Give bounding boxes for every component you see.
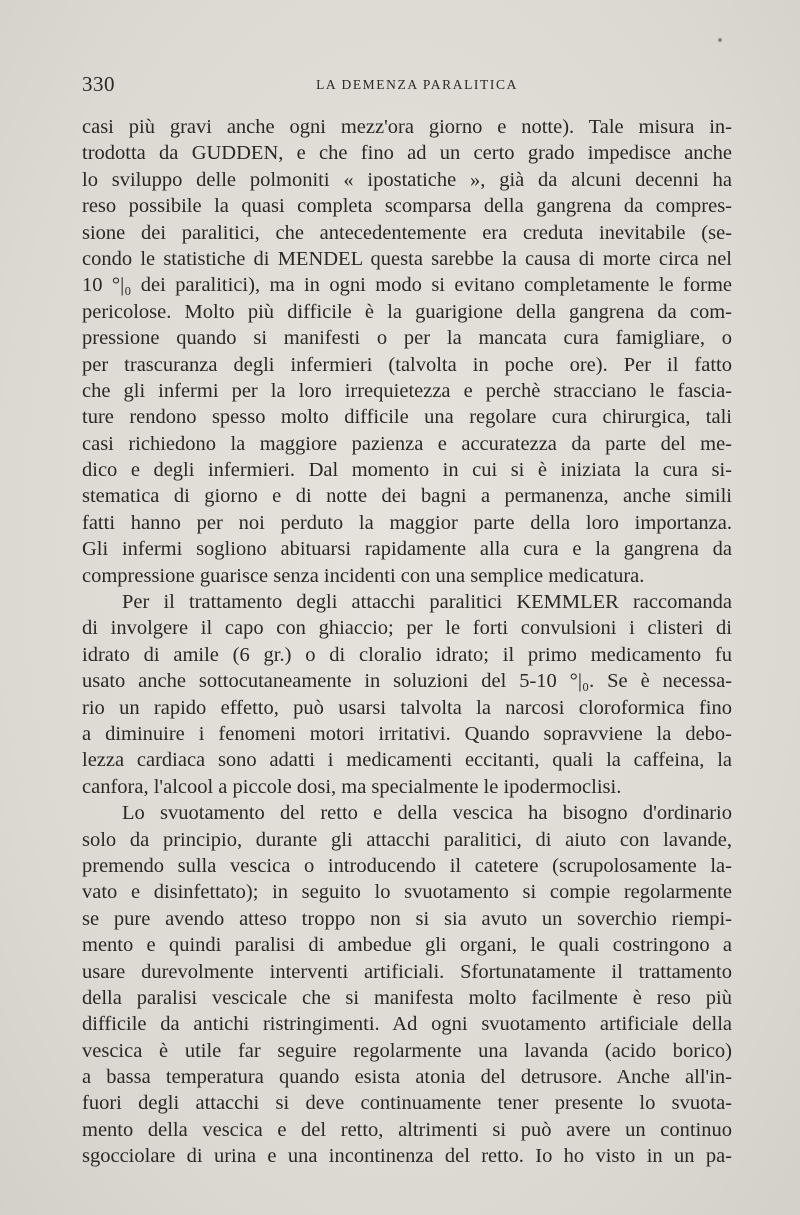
text-line: condo le statistiche di MENDEL questa sarebbe la causa di morte circa nel (82, 247, 732, 270)
text-line: che gli infermi per la loro irrequietezza e perchè stracciano le fascia- (82, 379, 732, 402)
text-line: usato anche sottocutaneamente in soluzioni del 5-10 °|₀. Se è necessa- (82, 670, 732, 693)
text-line: sgocciolare di urina e una incontinenza del retto. Io ho visto in un pa- (82, 1145, 732, 1168)
text-line: 10 °|₀ dei paralitici), ma in ogni modo si evitano completamente le forme (82, 274, 732, 297)
running-head (82, 72, 732, 102)
text-line: trodotta da GUDDEN, e che fino ad un certo grado impedisce anche (82, 142, 732, 165)
paper-speck (718, 38, 722, 42)
text-line: idrato di amile (6 gr.) o di cloralio idrato; il primo medicamento fu (82, 643, 732, 666)
text-line: dico e degli infermieri. Dal momento in cui si è iniziata la cura si- (82, 459, 732, 482)
text-line: Lo svuotamento del retto e della vescica ha bisogno d'ordinario (122, 802, 732, 825)
text-line: fuori degli attacchi si deve continuamente tener presente lo svuota- (82, 1092, 732, 1115)
text-line: per trascuranza degli infermieri (talvolta in poche ore). Per il fatto (82, 353, 732, 376)
text-line: pressione quando si manifesti o per la mancata cura famigliare, o (82, 327, 732, 350)
text-line: fatti hanno per noi perduto la maggior parte della loro importanza. (82, 511, 732, 534)
text-line: di involgere il capo con ghiaccio; per le forti convulsioni i clisteri di (82, 617, 732, 640)
running-title: LA DEMENZA PARALITICA (316, 77, 518, 92)
text-line: stematica di giorno e di notte dei bagni a permanenza, anche simili (82, 485, 732, 508)
text-line: casi più gravi anche ogni mezz'ora giorno e notte). Tale misura in- (82, 116, 732, 138)
text-line: usare durevolmente interventi artificiali. Sfortunatamente il trattamento (82, 960, 732, 983)
page-number: 330 (82, 72, 115, 96)
text-line: lezza cardiaca sono adatti i medicamenti eccitanti, quali la caffeina, la (82, 749, 732, 772)
text-line: a bassa temperatura quando esista atonia del detrusore. Anche all'in- (82, 1066, 732, 1089)
text-line: sione dei paralitici, che antecedentemente era creduta inevitabile (se- (82, 221, 732, 244)
text-line: compressione guarisce senza incidenti con una semplice medicatura. (82, 564, 645, 587)
text-line: rio un rapido effetto, può usarsi talvolta la narcosi cloroformica fino (82, 696, 732, 719)
text-line: reso possibile la quasi completa scomparsa della gangrena da compres- (82, 195, 732, 218)
text-line: vescica è utile far seguire regolarmente una lavanda (acido borico) (82, 1039, 732, 1062)
text-line: a diminuire i fenomeni motori irritativi. Quando sopravviene la debo- (82, 722, 732, 745)
text-line: della paralisi vescicale che si manifesta molto facilmente è reso più (82, 986, 732, 1009)
text-line: lo sviluppo delle polmoniti « ipostatiche », già da alcuni decenni ha (82, 168, 732, 191)
text-line: Gli infermi sogliono abituarsi rapidamente alla cura e la gangrena da (82, 538, 732, 561)
text-line: mento della vescica e del retto, altrimenti si può avere un continuo (82, 1118, 732, 1141)
text-line: Per il trattamento degli attacchi paralitici KEMMLER raccomanda (122, 591, 732, 614)
text-line: canfora, l'alcool a piccole dosi, ma specialmente le ipodermoclisi. (82, 775, 622, 798)
text-line: ture rendono spesso molto difficile una regolare cura chirurgica, tali (82, 406, 732, 429)
text-line: mento e quindi paralisi di ambedue gli organi, le quali costringono a (82, 934, 732, 957)
text-line: se pure avendo atteso troppo non si sia avuto un soverchio riempi- (82, 907, 732, 930)
text-line: pericolose. Molto più difficile è la guarigione della gangrena da com- (82, 300, 732, 323)
text-line: vato e disinfettato); in seguito lo svuotamento si compie regolarmente (82, 881, 732, 904)
text-line: premendo sulla vescica o introducendo il catetere (scrupolosamente la- (82, 854, 732, 877)
body-text (82, 114, 732, 1170)
text-line: difficile da antichi ristringimenti. Ad ogni svuotamento artificiale della (82, 1013, 732, 1036)
text-line: casi richiedono la maggiore pazienza e accuratezza da parte del me- (82, 432, 732, 455)
text-line: solo da principio, durante gli attacchi paralitici, di aiuto con lavande, (82, 828, 732, 851)
